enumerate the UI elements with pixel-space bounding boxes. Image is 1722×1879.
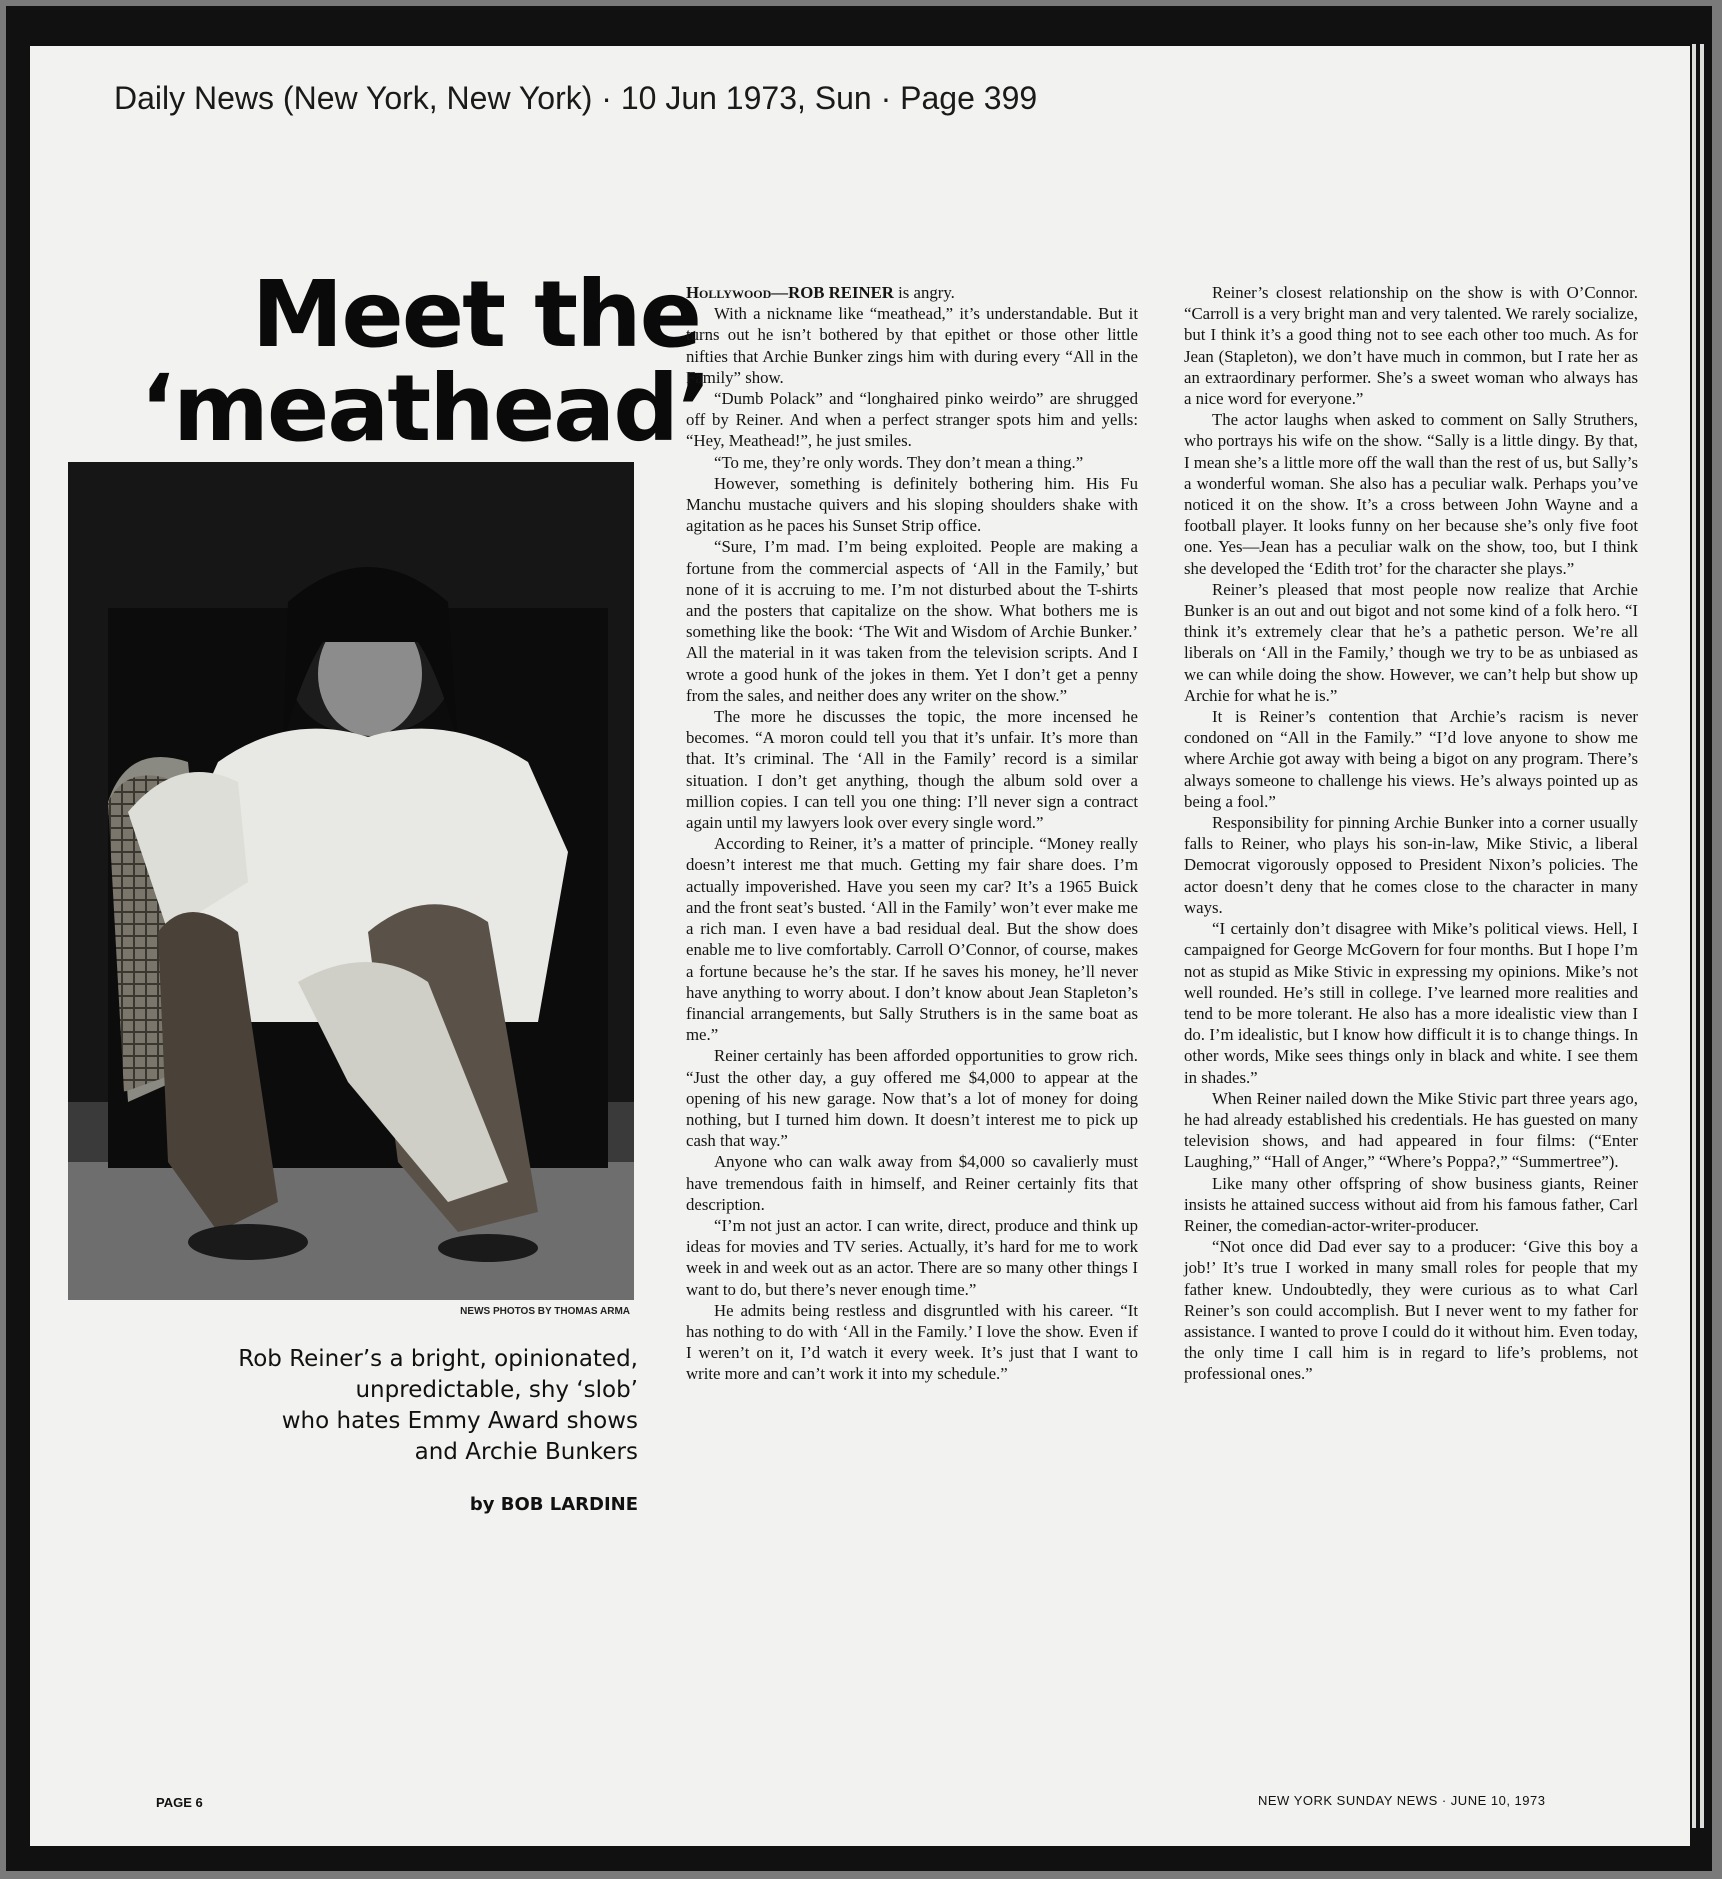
article-paragraph: Responsibility for pinning Archie Bunker into a corner usually falls to Reiner, who plays his son-in-law, Mike Stivic, a liberal Democrat vigorously opposed to President Nixon’s policies. The actor doesn’t deny that he comes close to the character in many ways.	[1184, 813, 1638, 917]
article-paragraph: However, something is definitely bothering him. His Fu Manchu mustache quivers and his sloping shoulders shake with agitation as he paces his Sunset Strip office.	[686, 473, 1138, 536]
page-edge-right-2	[1700, 44, 1704, 1828]
article-column-2	[1184, 282, 1638, 1385]
paper-date-footer: NEW YORK SUNDAY NEWS · JUNE 10, 1973	[1258, 1793, 1546, 1808]
photo-credit: NEWS PHOTOS BY THOMAS ARMA	[460, 1306, 630, 1317]
caption-line: Rob Reiner’s a bright, opinionated,	[238, 1346, 638, 1372]
article-paragraph: “I’m not just an actor. I can write, direct, produce and think up ideas for movies and TV series. Actually, it’s hard for me to work week in and week out as an actor. There are so many other things I want to do, but there’s never enough time.”	[686, 1215, 1138, 1299]
article-paragraph: “Not once did Dad ever say to a producer: ‘Give this boy a job!’ It’s true I worked in many small roles for people that my father knew. Undoubtedly, they were curious as to what Carl Reiner’s son could accomplish. But I never went to my father for assistance. I wanted to prove I could do it without him. Even today, the only time I call him is in regard to life’s problems, not professional ones.”	[1184, 1237, 1638, 1384]
headline-line-1: Meet the	[251, 261, 700, 368]
article-paragraph: The more he discusses the topic, the more incensed he becomes. “A moron could tell you that it’s unfair. It’s more than that. It’s criminal. The ‘All in the Family’ record is a similar situation. I don’t get anything, though the album sold over a million copies. I can tell you one thing: I’ll never sign a contract again until my lawyers look over every single word.”	[686, 707, 1138, 833]
article-paragraph: Like many other offspring of show business giants, Reiner insists he attained success without aid from his famous father, Carl Reiner, the comedian-actor-writer-producer.	[1184, 1173, 1638, 1235]
article-paragraph: The actor laughs when asked to comment on Sally Struthers, who portrays his wife on the show. “Sally is a little dingy. By that, I mean she’s a little more off the wall than the rest of us, but Sally’s a wonderful woman. She also has a peculiar walk. Perhaps you’ve noticed it on the show. It’s a cross between John Wayne and a football player. It looks funny on her because she’s only five foot one. Yes—Jean has a peculiar walk on the show, too, but I think she developed the ‘Edith trot’ for the character she plays.”	[1184, 410, 1638, 578]
caption-line: and Archie Bunkers	[414, 1439, 638, 1465]
headline-line-2: ‘meathead’	[140, 355, 711, 462]
article-paragraph: “I certainly don’t disagree with Mike’s political views. Hell, I campaigned for George McGovern for four months. But I hope I’m not as stupid as Mike Stivic in expressing my opinions. Mike’s not well rounded. He’s still in college. I’ve learned more realities and tend to be more tolerant. He also has a more idealistic view than I do. I’m idealistic, but I know how difficult it is to change things. In other words, Mike sees things only in black and white. I see them in shades.”	[1184, 919, 1638, 1087]
caption-line: who hates Emmy Award shows	[281, 1408, 638, 1434]
byline: by BOB LARDINE	[469, 1494, 638, 1515]
rob-reiner-photo	[68, 462, 634, 1300]
article-paragraph: According to Reiner, it’s a matter of principle. “Money really doesn’t interest me that much. Getting my fair share does. I’m actually impoverished. Have you seen my car? It’s a 1965 Buick and the front seat’s busted. ‘All in the Family’ won’t ever make me a rich man. I even have a bad residual deal. But the show does enable me to live comfortably. Carroll O’Connor, of course, makes a fortune because he’s the star. If he saves his money, he’ll never have anything to worry about. I don’t know about Jean Stapleton’s financial arrangements, but Sally Struthers is in the same boat as me.”	[686, 834, 1138, 1045]
newspaper-page	[30, 46, 1690, 1846]
article-paragraph: Anyone who can walk away from $4,000 so cavalierly must have tremendous faith in himself, and Reiner certainly fits that description.	[686, 1152, 1138, 1214]
dateline: Hollywood—ROB REINER	[686, 283, 894, 302]
clipping-source-line: Daily News (New York, New York) · 10 Jun 1973, Sun · Page 399	[114, 80, 1038, 116]
article-paragraph: “Sure, I’m mad. I’m being exploited. People are making a fortune from the commercial aspects of ‘All in the Family,’ but none of it is accruing to me. I’m not disturbed about the T-shirts and the posters that capitalize on the show. What bothers me is something like the book: ‘The Wit and Wisdom of Archie Bunker.’ All the material in it was taken from the television scripts. And I wrote a good hunk of the jokes in them. Yet I don’t get a penny from the sales, and neither does any writer on the show.”	[686, 537, 1138, 705]
article-paragraph: Reiner’s closest relationship on the show is with O’Connor. “Carroll is a very bright man and very talented. We rarely socialize, but I think it’s a good thing not to see each other too much. As for Jean (Stapleton), we don’t have much in common, but I rate her as an extraordinary performer. She’s a sweet woman who always has a nice word for everyone.”	[1184, 283, 1638, 409]
lead-text: is angry.	[893, 283, 955, 302]
page-number: PAGE 6	[156, 1795, 203, 1810]
article-column-1	[686, 282, 1138, 1385]
article-paragraph: Reiner’s pleased that most people now realize that Archie Bunker is an out and out bigot and not some kind of a folk hero. “I think it’s extremely clear that he’s a pathetic person. We’re all liberals on ‘All in the Family,’ though we try to be as unbiased as we can while doing the show. However, we can’t help but show up Archie for what he is.”	[1184, 579, 1638, 705]
article-paragraph: He admits being restless and disgruntled with his career. “It has nothing to do with ‘All in the Family.’ I love the show. Even if I weren’t on it, I’d watch it every week. It’s just that I want to write more and can’t work it into my schedule.”	[686, 1300, 1138, 1384]
article-paragraph: Reiner certainly has been afforded opportunities to grow rich. “Just the other day, a guy offered me $4,000 to appear at the opening of his new garage. Now that’s a lot of money for doing nothing, but I turned him down. It doesn’t interest me to pick up cash that way.”	[686, 1046, 1138, 1151]
article-paragraph: When Reiner nailed down the Mike Stivic part three years ago, he had already established his credentials. He has guested on many television shows, and had appeared in four films: (“Enter Laughing,” “Hall of Anger,” “Where’s Poppa?,” “Summertree”).	[1184, 1088, 1638, 1172]
article-paragraph: “To me, they’re only words. They don’t mean a thing.”	[714, 452, 1084, 472]
article-paragraph: It is Reiner’s contention that Archie’s racism is never condoned on “All in the Family.” “I’d love anyone to show me where Archie got away with being a bigot on any program. There’s always someone to challenge his views. He’s always pointed up as being a fool.”	[1184, 707, 1638, 811]
article-paragraph: With a nickname like “meathead,” it’s understandable. But it turns out he isn’t bothered by that epithet or those other little nifties that Archie Bunker zings him with during every “All in the Family” show.	[686, 304, 1138, 387]
headline	[140, 261, 711, 462]
article-photo	[68, 462, 634, 1300]
article-paragraph: “Dumb Polack” and “longhaired pinko weirdo” are shrugged off by Reiner. And when a perfect stranger spots him and yells: “Hey, Meathead!”, he just smiles.	[686, 389, 1138, 451]
caption-line: unpredictable, shy ‘slob’	[355, 1377, 638, 1403]
photo-caption	[130, 1344, 638, 1468]
page-edge-right	[1692, 44, 1696, 1828]
article-lead-paragraph	[686, 282, 1138, 303]
